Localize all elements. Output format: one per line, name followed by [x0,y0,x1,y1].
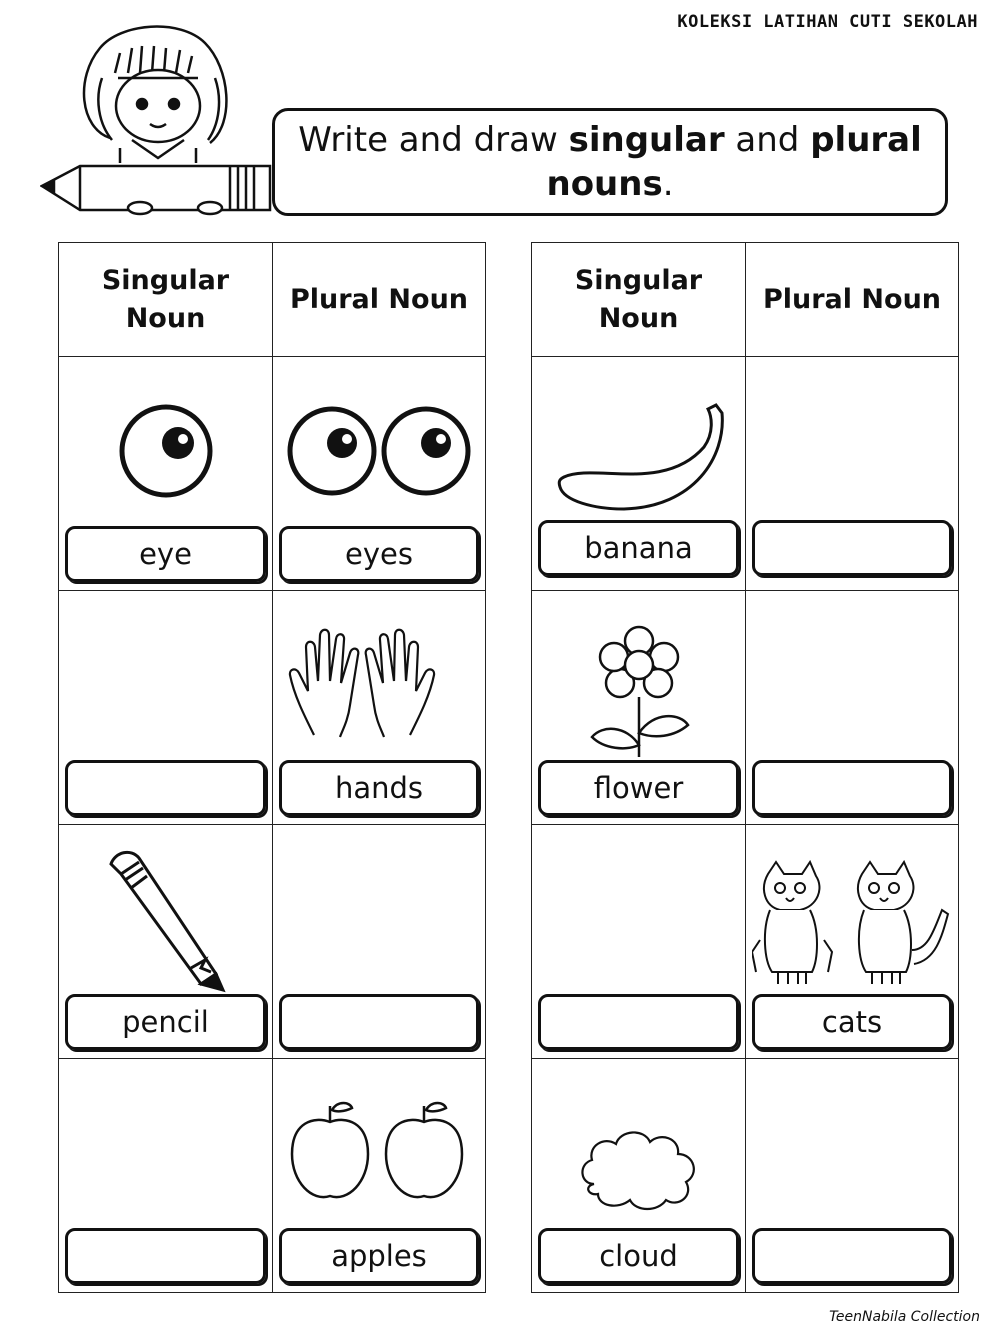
plural-cell [746,825,959,1059]
header-plural-noun: Plural Noun [746,243,959,357]
singular-cell [532,1059,746,1293]
plural-cell [746,357,959,591]
plural-answer-box[interactable]: apples [279,1228,479,1284]
cloud-icon [574,1124,704,1214]
table-row [532,591,959,825]
singular-answer-box[interactable] [65,760,266,816]
plural-answer-box[interactable] [279,994,479,1050]
plural-cell [746,1059,959,1293]
banana-icon [554,397,724,517]
singular-cell [532,357,746,591]
plural-answer-box[interactable] [752,520,952,576]
singular-answer-box[interactable]: eye [65,526,266,582]
pencil-icon [101,844,231,994]
table-row [59,357,486,591]
table-row [59,591,486,825]
eye-icon [116,401,216,501]
footer-credit: TeenNabila Collection [829,1309,980,1325]
plural-answer-box[interactable] [752,1228,952,1284]
singular-cell [532,591,746,825]
plural-cell [746,591,959,825]
right-noun-table [531,242,959,1293]
apples-icon [284,1098,474,1208]
singular-answer-box[interactable]: flower [538,760,739,816]
eyes-icon [284,401,474,501]
singular-cell [59,825,273,1059]
collection-title: KOLEKSI LATIHAN CUTI SEKOLAH [677,12,978,32]
table-row [532,357,959,591]
singular-answer-box[interactable] [538,994,739,1050]
singular-answer-box[interactable]: pencil [65,994,266,1050]
flower-icon [584,621,694,761]
table-row [532,1059,959,1293]
singular-cell [59,591,273,825]
instruction-text: Write and draw singular and plural nouns. [298,120,922,204]
singular-cell [59,357,273,591]
plural-cell [273,825,486,1059]
singular-cell [59,1059,273,1293]
plural-cell [273,1059,486,1293]
plural-answer-box[interactable]: hands [279,760,479,816]
table-row [59,1059,486,1293]
singular-answer-box[interactable]: banana [538,520,739,576]
singular-answer-box[interactable]: cloud [538,1228,739,1284]
plural-answer-box[interactable] [752,760,952,816]
header-singular-noun: Singular Noun [532,243,746,357]
header-singular-noun: Singular Noun [59,243,273,357]
plural-cell [273,591,486,825]
left-noun-table [58,242,486,1293]
hands-icon [284,625,474,745]
plural-answer-box[interactable]: cats [752,994,952,1050]
instruction-box [272,108,948,216]
header-plural-noun: Plural Noun [273,243,486,357]
singular-answer-box[interactable] [65,1228,266,1284]
table-row [532,825,959,1059]
girl-with-pencil-icon [40,18,280,218]
plural-answer-box[interactable]: eyes [279,526,479,582]
plural-cell [273,357,486,591]
singular-cell [532,825,746,1059]
table-row [59,825,486,1059]
cats-icon [752,860,952,990]
